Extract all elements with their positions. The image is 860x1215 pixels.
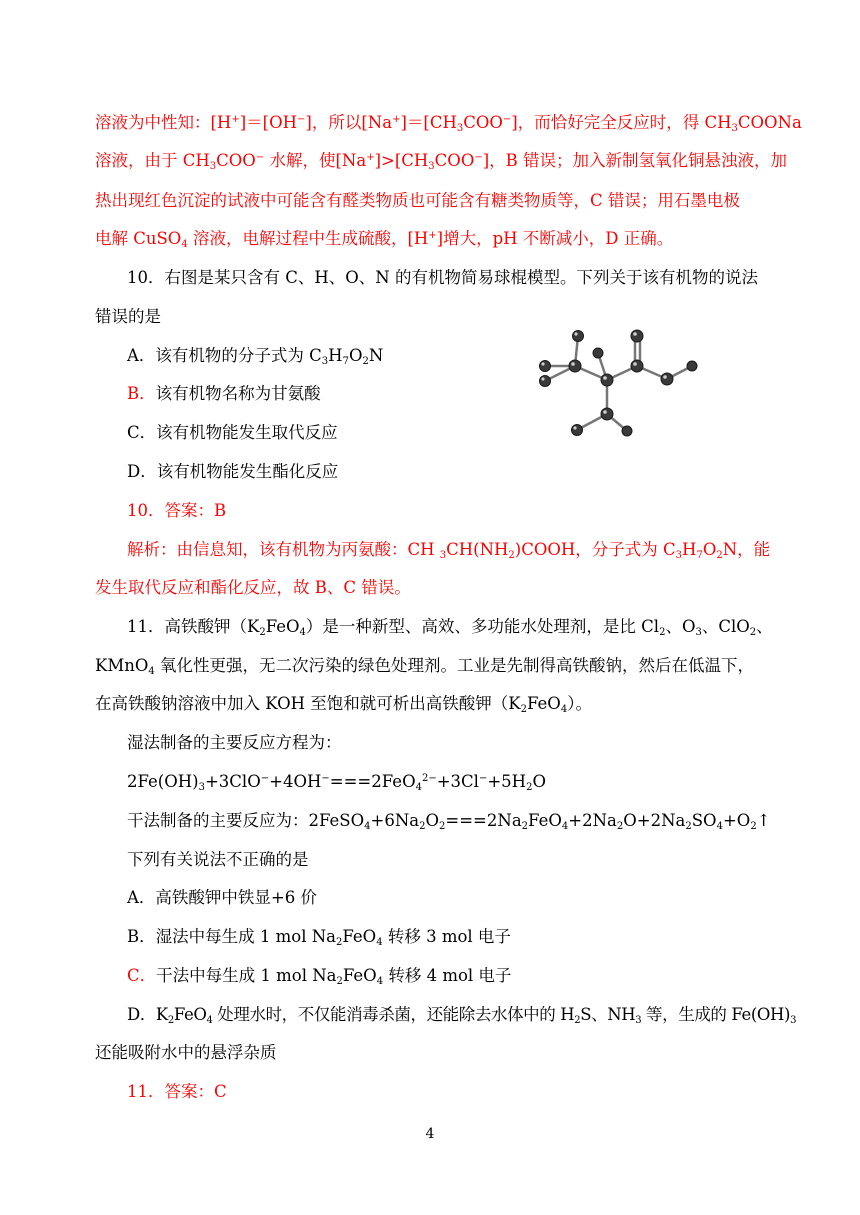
wet-method-equation: $2Fe(OH)_3+3ClO^-+4OH^-===2FeO_4^{2-}+3Cl^-+5H_2O$ bbox=[127, 772, 546, 793]
question-10-option-b: B．该有机物名称为甘氨酸 bbox=[127, 384, 321, 403]
question-11-option-d-line-2: 还能吸附水中的悬浮杂质 bbox=[95, 1043, 277, 1062]
question-11-stem-line-2: KMnO$_4$ 氧化性更强，无二次污染的绿色处理剂。工业是先制得高铁酸钠，然后在低温下， bbox=[95, 656, 755, 677]
explanation-line-3: 热出现红色沉淀的试液中可能含有醛类物质也可能含有糖类物质等，C 错误；用石墨电极 bbox=[95, 191, 740, 210]
dry-method-equation: 干法制备的主要反应为：$2FeSO_4+6Na_2O_2===2Na_2FeO_4+2Na_2O+2Na_2SO_4+O_2↑$ bbox=[127, 811, 771, 832]
question-10-stem-line-1: 10．右图是某只含有 C、H、O、N 的有机物简易球棍模型。下列关于该有机物的说法 bbox=[127, 268, 758, 287]
question-11-stem-line-1: 11．高铁酸钾$(K_2FeO_4)$是一种新型、高效、多功能水处理剂，是比 $Cl_2$、$O_3$、ClO$_2$、 bbox=[127, 617, 773, 638]
question-10-analysis-line-2: 发生取代反应和酯化反应，故 B、C 错误。 bbox=[95, 578, 411, 597]
question-11-option-a: A．高铁酸钾中铁显+6 价 bbox=[127, 888, 317, 907]
question-10-option-c: C．该有机物能发生取代反应 bbox=[127, 423, 338, 442]
wet-method-title: 湿法制备的主要反应方程为： bbox=[127, 733, 342, 752]
explanation-line-2: 溶液，由于 $CH_3COO^-$ 水解，使$[Na^+]>[CH_3COO^-]$，B 错误；加入新制氢氧化铜悬浊液，加 bbox=[95, 151, 788, 172]
option-b-letter: B． bbox=[127, 384, 156, 403]
question-10-option-a: A．该有机物的分子式为 $C_3H_7O_2N$ bbox=[127, 346, 384, 367]
question-10-stem-line-2: 错误的是 bbox=[95, 307, 161, 326]
question-11-option-c: C．干法中每生成 1 mol $Na_2FeO_4$ 转移 4 mol 电子 bbox=[127, 966, 512, 987]
question-10-analysis-line-1: 解析：由信息知，该有机物为丙氨酸：CH $_3CH(NH_2)COOH$，分子式为 $C_3H_7O_2N$，能 bbox=[127, 540, 771, 561]
explanation-line-1: 溶液为中性知：[H+]＝[OH−]，所以$[Na^+]=[CH_3COO^-]$，而恰好完全反应时，得 $CH_3COONa$ bbox=[95, 113, 802, 134]
option-c-letter: C． bbox=[127, 966, 157, 985]
question-11-stem-line-3: 在高铁酸钠溶液中加入 KOH 至饱和就可析出高铁酸钾$(K_2FeO_4)$。 bbox=[95, 694, 592, 715]
ball-and-stick-model bbox=[530, 326, 730, 446]
explanation-line-4: 电解 CuSO$_4$ 溶液，电解过程中生成硫酸，[H+]增大，pH 不断减小，D 正确。 bbox=[95, 229, 674, 250]
question-11-prompt: 下列有关说法不正确的是 bbox=[127, 850, 309, 869]
question-11-option-d-line-1: D．$K_2FeO_4$ 处理水时，不仅能消毒杀菌，还能除去水体中的 $H_2S$、$NH_3$ 等，生成的 $Fe(OH)_3$ bbox=[127, 1005, 797, 1026]
question-10-answer: 10．答案：B bbox=[127, 501, 227, 520]
question-10-option-d: D．该有机物能发生酯化反应 bbox=[127, 462, 339, 481]
page-number: 4 bbox=[425, 1126, 435, 1142]
question-11-option-b: B．湿法中每生成 1 mol $Na_2FeO_4$ 转移 3 mol 电子 bbox=[127, 927, 511, 948]
question-11-answer: 11．答案：C bbox=[127, 1082, 227, 1101]
